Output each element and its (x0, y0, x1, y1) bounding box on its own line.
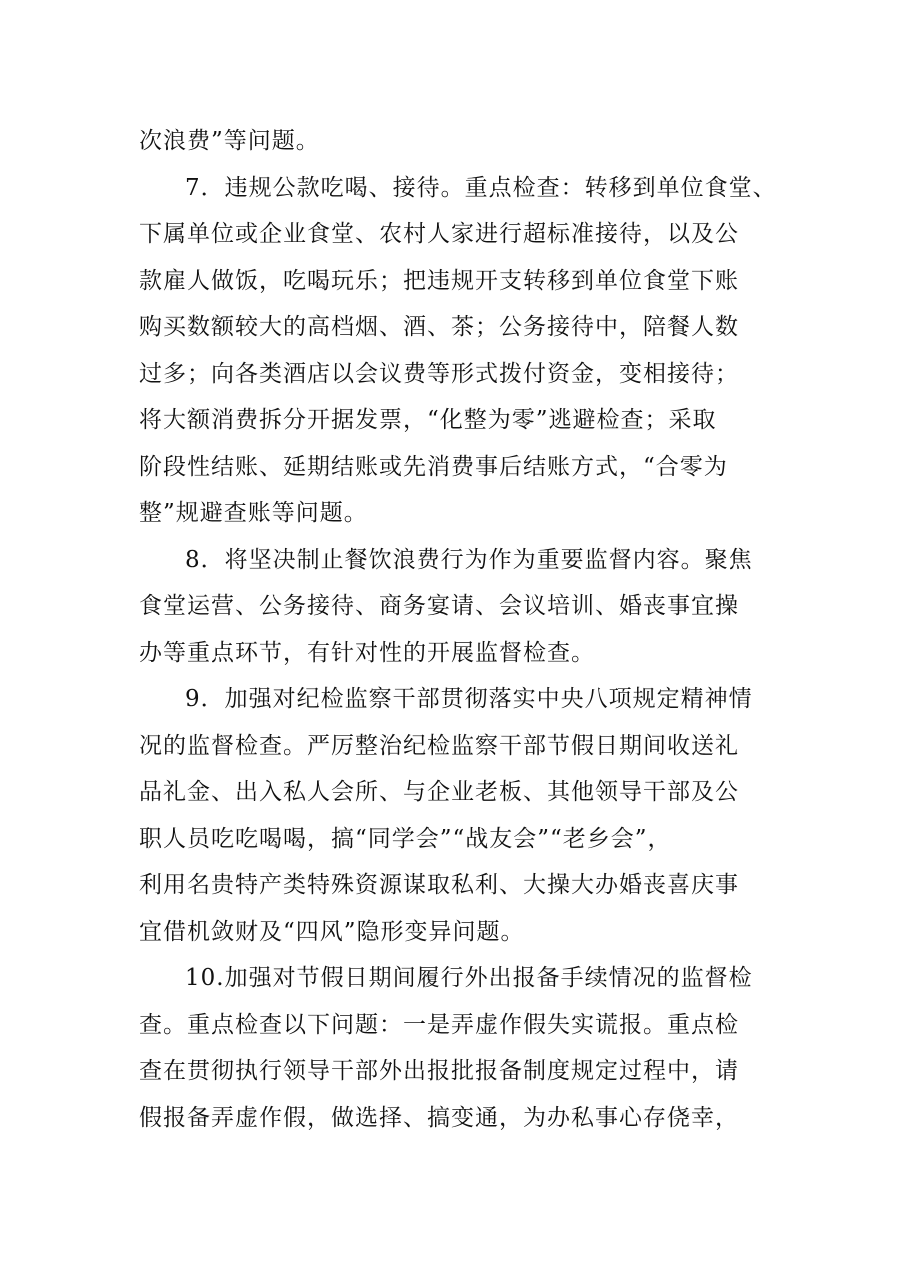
text-line: 办等重点环节，有针对性的开展监督检查。 (139, 639, 595, 666)
text-line: 食堂运营、公务接待、商务宴请、会议培训、婚丧事宜操 (139, 593, 739, 619)
text-line: 阶段性结账、延期结账或先消费事后结账方式，“合零为 (139, 453, 728, 480)
text-line: 购买数额较大的高档烟、酒、茶；公务接待中，陪餐人数 (139, 314, 739, 340)
text-line: 款雇人做饭，吃喝玩乐；把违规开支转移到单位食堂下账 (139, 267, 739, 294)
text-line: 将大额消费拆分开据发票，“化整为零”逃避检查；采取 (139, 407, 717, 433)
text-line: 况的监督检查。严厉整治纪检监察干部节假日期间收送礼 (139, 732, 739, 759)
text-line: 假报备弄虚作假，做选择、搞变通，为办私事心存侥幸， (139, 1104, 739, 1131)
body-text (139, 118, 789, 1141)
text-line: 利用名贵特产类特殊资源谋取私利、大操大办婚丧喜庆事 (139, 872, 739, 898)
paragraph-7-line: 7．违规公款吃喝、接待。重点检查：转移到单位食堂、 (185, 174, 777, 201)
text-line: 次浪费”等问题。 (139, 128, 320, 154)
text-line: 查在贯彻执行领导干部外出报批报备制度规定过程中，请 (139, 1058, 739, 1084)
text-line: 品礼金、出入私人会所、与企业老板、其他领导干部及公 (139, 779, 739, 805)
text-line: 宜借机敛财及“四风”隐形变异问题。 (139, 918, 525, 945)
text-line: 查。重点检查以下问题：一是弄虚作假失实谎报。重点检 (139, 1011, 739, 1038)
paragraph-10-line: 10.加强对节假日期间履行外出报备手续情况的监督检 (185, 965, 753, 991)
text-line: 过多；向各类酒店以会议费等形式拨付资金，变相接待； (139, 360, 739, 387)
paragraph-8-line: 8．将坚决制止餐饮浪费行为作为重要监督内容。聚焦 (185, 546, 753, 573)
text-line: 整”规避查账等问题。 (139, 500, 368, 526)
paragraph-9-line: 9．加强对纪检监察干部贯彻落实中央八项规定精神情 (185, 686, 753, 712)
text-line: 职人员吃吃喝喝，搞“同学会”“战友会”“老乡会”， (139, 825, 672, 852)
text-line: 下属单位或企业食堂、农村人家进行超标准接待，以及公 (139, 221, 739, 247)
